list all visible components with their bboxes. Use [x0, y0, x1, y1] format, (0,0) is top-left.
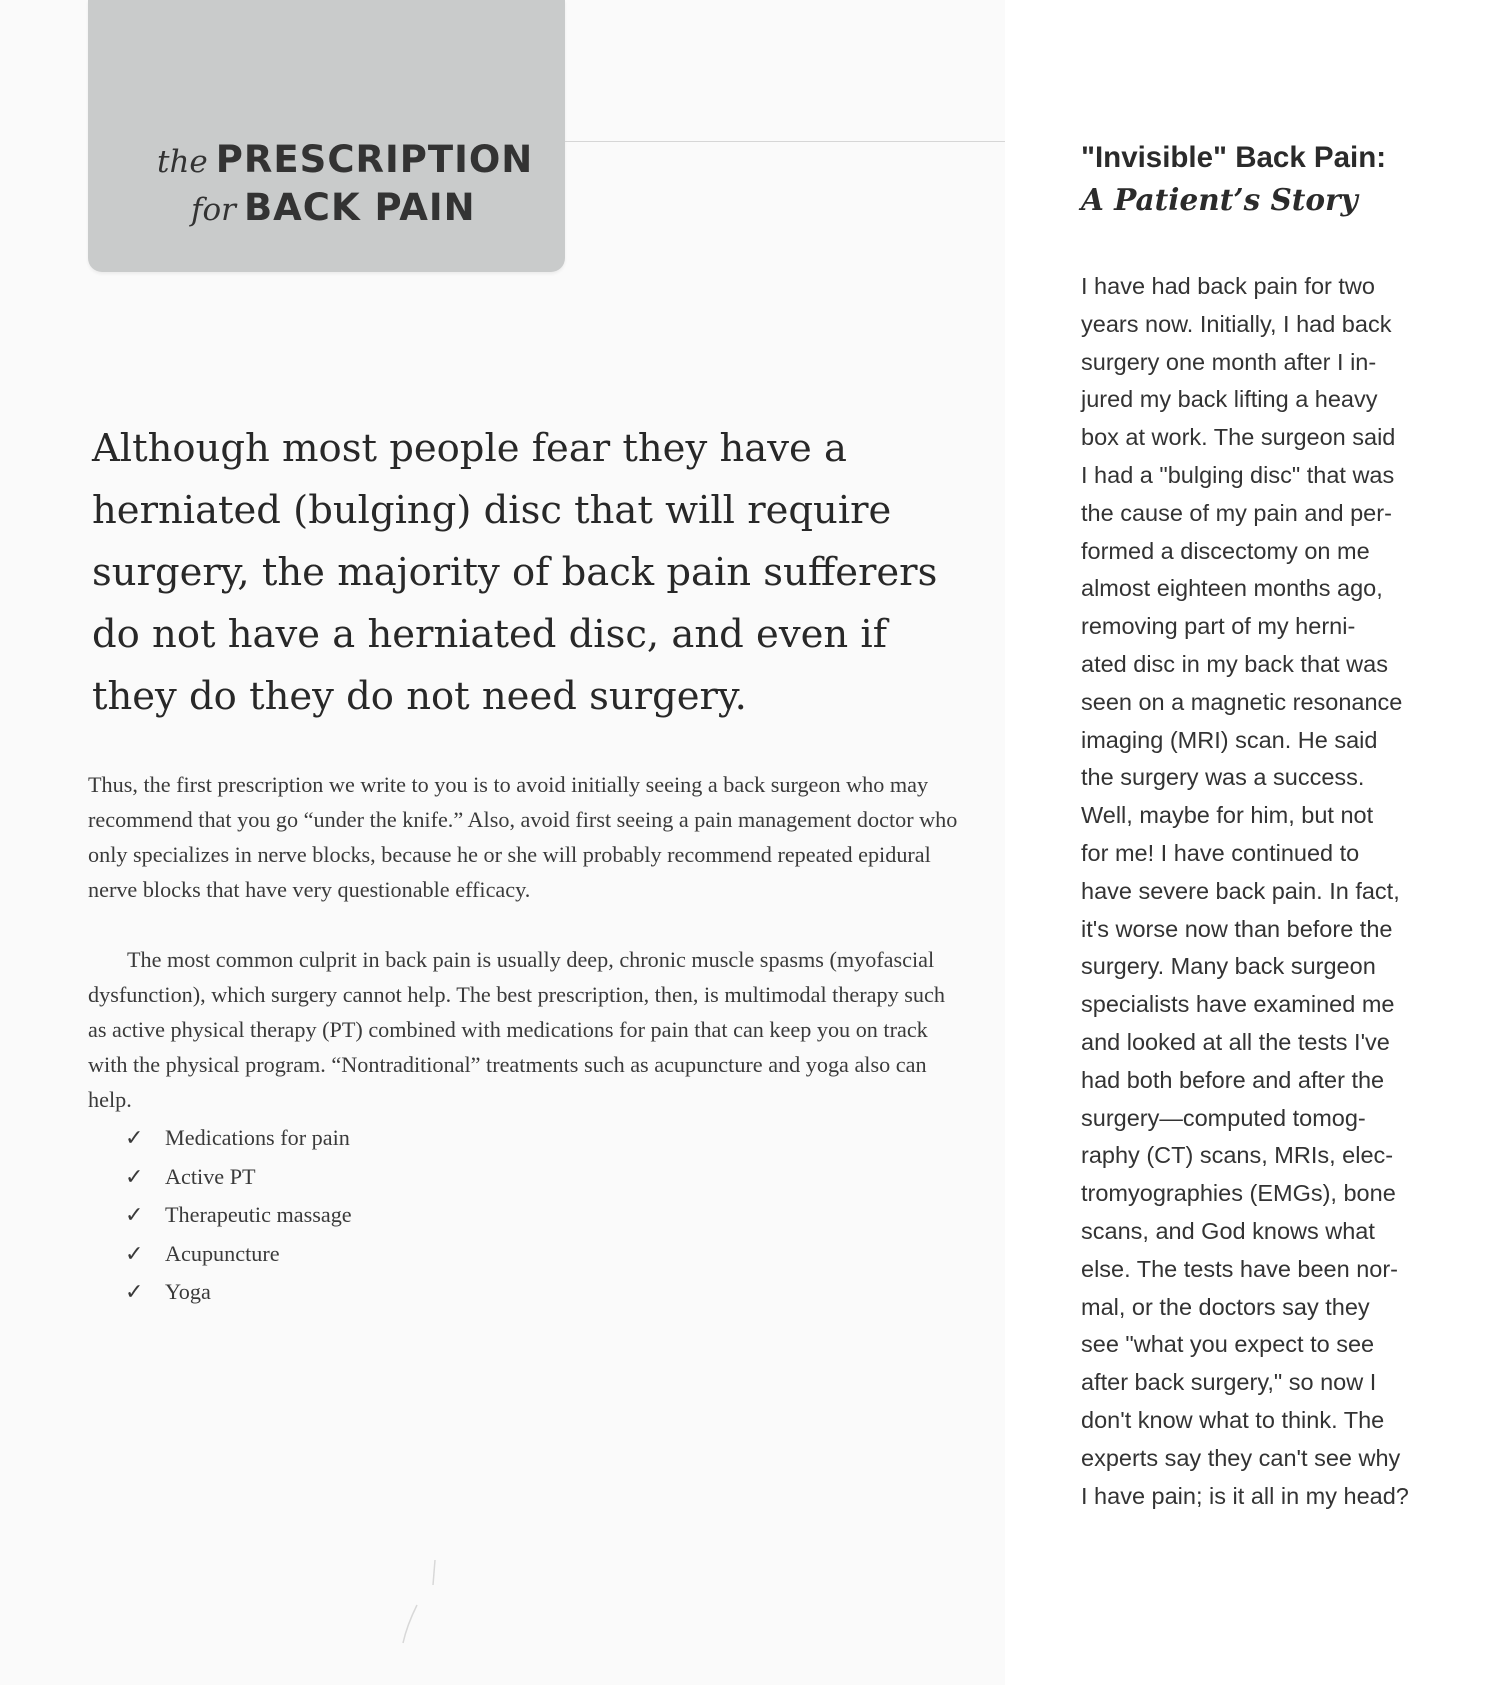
story-line: surgery—computed tomog- [1081, 1104, 1366, 1131]
story-line: scans, and God knows what [1081, 1217, 1375, 1244]
title-word-prescription: PRESCRIPTION [215, 138, 534, 181]
story-line: almost eighteen months ago, [1081, 575, 1383, 602]
story-line: I have pain; is it all in my head? [1081, 1482, 1409, 1509]
checklist-item [125, 1158, 352, 1197]
sidebar-heading-title: "Invisible" Back Pain: [1081, 141, 1387, 174]
checklist-item-label: Yoga [165, 1279, 211, 1305]
checklist-item [125, 1235, 352, 1274]
story-line: after back surgery," so now I [1081, 1369, 1377, 1396]
story-line: jured my back lifting a heavy [1081, 386, 1378, 413]
body-paragraph-2: The most common culprit in back pain is usually deep, chronic muscle spasms (myofascial dysfunction), which surgery cannot help. The best prescription, then, is multimodal therapy such as active physical therapy (PT) combined with medications for pain that can keep you on track with the physical program. “Nontraditional” treatments such as acupuncture and yoga also can help. [88, 947, 945, 1112]
checklist-item [125, 1273, 352, 1312]
story-line: formed a discectomy on me [1081, 537, 1370, 564]
chapter-title [157, 136, 557, 232]
scan-artifact-mark [395, 1555, 455, 1645]
title-word-back-pain: BACK PAIN [243, 186, 476, 229]
checkmark-icon: ✓ [125, 1280, 144, 1306]
story-line: surgery one month after I in- [1081, 348, 1377, 375]
checkmark-icon: ✓ [125, 1241, 144, 1267]
story-line: it's worse now than before the [1081, 915, 1393, 942]
story-line: years now. Initially, I had back [1081, 310, 1392, 337]
checklist-item [125, 1196, 352, 1235]
pull-quote: Although most people fear they have a herniated (bulging) disc that will require surgery, the majority of back pain sufferers do not have a herniated disc, and even if they do they do not need surgery. [92, 426, 938, 719]
story-line: the surgery was a success. [1081, 764, 1365, 791]
story-line: I had a "bulging disc" that was [1081, 461, 1395, 488]
story-line: seen on a magnetic resonance [1081, 688, 1403, 715]
checklist-item-label: Medications for pain [165, 1125, 350, 1150]
story-line: surgery. Many back surgeon [1081, 953, 1376, 980]
story-line: had both before and after the [1081, 1066, 1385, 1093]
story-line: see "what you expect to see [1081, 1331, 1375, 1358]
story-line: ated disc in my back that was [1081, 650, 1388, 677]
story-line: raphy (CT) scans, MRIs, elec- [1081, 1142, 1394, 1169]
chapter-title-line-2 [157, 184, 557, 232]
checklist-item-label: Therapeutic massage [165, 1202, 352, 1228]
sidebar-heading-subtitle: A Patient’s Story [1081, 182, 1358, 217]
title-word-for: for [191, 192, 236, 228]
checklist-item-label: Active PT [165, 1163, 256, 1189]
title-word-the: the [157, 144, 208, 180]
story-line: tromyographies (EMGs), bone [1081, 1180, 1396, 1207]
sidebar-heading [1081, 137, 1481, 221]
body-paragraph-1: Thus, the first prescription we write to you is to avoid initially seeing a back surgeon who may recommend that you go “under the knife.” Also, avoid first seeing a pain management doctor who only specializes in nerve blocks, because he or she will probably recommend repeated epidural nerve blocks that have very questionable efficacy. [88, 772, 958, 902]
story-line: have severe back pain. In fact, [1081, 877, 1400, 904]
story-line: for me! I have continued to [1081, 839, 1360, 866]
story-line: the cause of my pain and per- [1081, 499, 1392, 526]
checkmark-icon: ✓ [125, 1203, 144, 1229]
story-line: removing part of my herni- [1081, 613, 1356, 640]
header-rule-divider [565, 141, 1005, 142]
checklist-item [125, 1119, 352, 1158]
story-line: and looked at all the tests I've [1081, 1028, 1390, 1055]
chapter-title-line-1 [157, 136, 557, 184]
story-line: mal, or the doctors say they [1081, 1293, 1370, 1320]
story-line: imaging (MRI) scan. He said [1081, 726, 1378, 753]
story-line: specialists have examined me [1081, 991, 1395, 1018]
checkmark-icon: ✓ [125, 1126, 144, 1151]
checklist-item-label: Acupuncture [165, 1240, 280, 1266]
story-line: else. The tests have been nor- [1081, 1255, 1399, 1282]
patient-story [1081, 268, 1461, 1515]
story-line: don't know what to think. The [1081, 1406, 1385, 1433]
story-line: box at work. The surgeon said [1081, 424, 1396, 451]
story-line: Well, maybe for him, but not [1081, 802, 1374, 829]
story-line: I have had back pain for two [1081, 273, 1375, 299]
story-line: experts say they can't see why [1081, 1444, 1401, 1471]
treatment-checklist [125, 1119, 352, 1312]
checkmark-icon: ✓ [125, 1164, 144, 1190]
